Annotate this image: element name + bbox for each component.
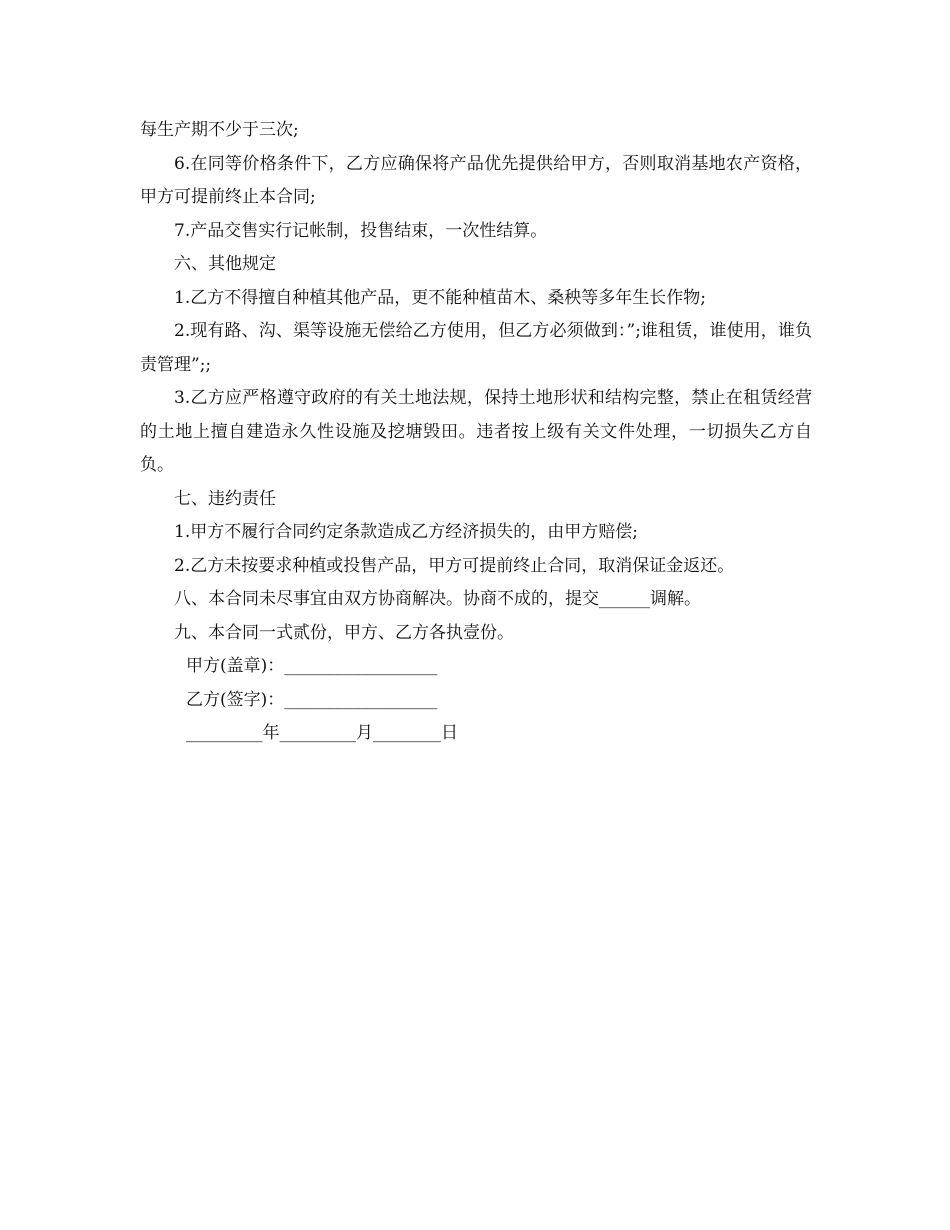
signature-block <box>140 650 812 751</box>
clause-7-2-party-b-termination: 2.乙方未按要求种植或投售产品，甲方可提前终止合同，取消保证金返还。 <box>174 555 735 576</box>
party-a-seal-line: 甲方(盖章)：__________________ <box>186 656 438 676</box>
clause-6-2-facilities-use: 2.现有路、沟、渠等设施无偿给乙方使用，但乙方必须做到：”;谁租赁，谁使用，谁负责管理”;; <box>140 321 812 375</box>
section-8-dispute-resolution: 八、本合同未尽事宜由双方协商解决。协商不成的，提交______调解。 <box>174 589 701 609</box>
clause-6-1-planting-restriction: 1.乙方不得擅自种植其他产品，更不能种植苗木、桑秧等多年生长作物; <box>174 287 706 308</box>
date-line: _________年_________月________日 <box>186 723 458 743</box>
section-9-copies: 九、本合同一式贰份，甲方、乙方各执壹份。 <box>174 622 514 643</box>
clause-5-7-settlement: 7.产品交售实行记帐制，投售结束，一次性结算。 <box>174 220 548 241</box>
clause-7-1-party-a-compensation: 1.甲方不履行合同约定条款造成乙方经济损失的，由甲方赔偿; <box>174 522 638 542</box>
section-heading-other-provisions: 六、其他规定 <box>174 254 276 274</box>
clause-5-6-priority-supply: 6.在同等价格条件下，乙方应确保将产品优先提供给甲方，否则取消基地农产资格，甲方可提前终止本合同; <box>140 153 812 207</box>
paragraph-production-period: 每生产期不少于三次; <box>140 120 299 140</box>
section-heading-breach-liability: 七、违约责任 <box>174 488 276 509</box>
clause-6-3-land-regulations: 3.乙方应严格遵守政府的有关土地法规，保持土地形状和结构完整，禁止在租赁经营的土地上擅自建造永久性设施及挖塘毁田。违者按上级有关文件处理，一切损失乙方自负。 <box>140 388 812 475</box>
contract-body <box>140 114 812 751</box>
party-b-signature-line: 乙方(签字)：__________________ <box>186 689 438 710</box>
